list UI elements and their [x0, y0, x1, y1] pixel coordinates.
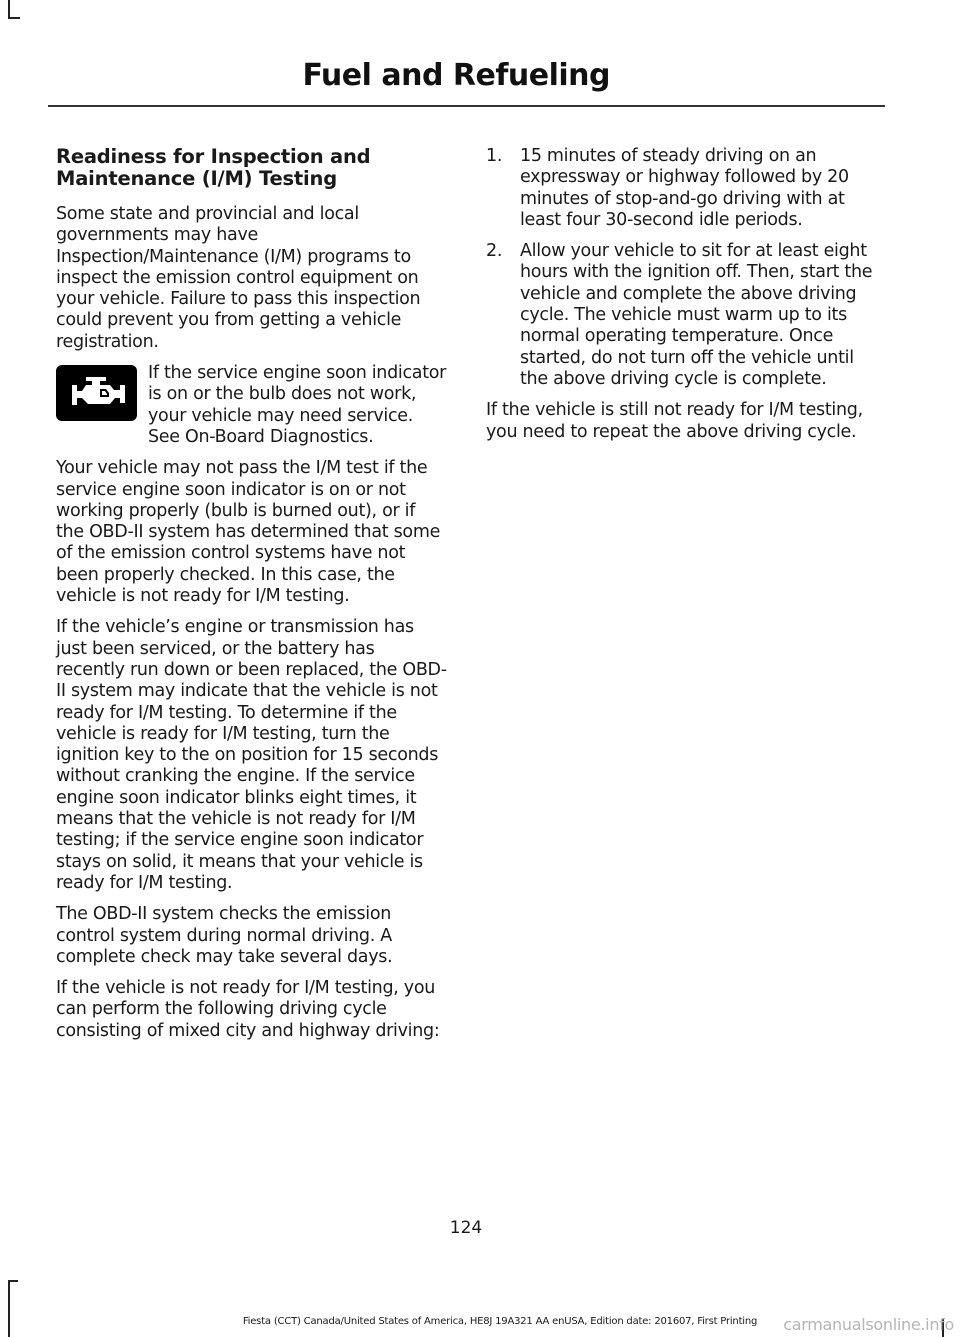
crop-mark-top-left-horizontal [8, 17, 20, 19]
intro-paragraph: Some state and provincial and local governments may have Inspection/Maintenance (I/M) programs to inspect the emission control equipment on your vehicle. Failure to pass this inspection could prevent you from getting a vehicle registration. [56, 204, 421, 352]
step-text: Allow your vehicle to sit for at least eight hours with the ignition off. Then, start the vehicle and complete the above driving cycle. The vehicle must warm up to its normal operating temperature. Once started, do not turn off the vehicle until the above driving cycle is complete. [520, 241, 873, 389]
check-engine-icon [56, 365, 137, 421]
page-number: 124 [449, 1218, 483, 1238]
driving-cycle-steps [486, 146, 880, 390]
right-column [486, 146, 880, 453]
crop-mark-bottom-left-horizontal [8, 1280, 18, 1282]
left-column [56, 146, 448, 1052]
list-item [486, 241, 880, 390]
indicator-note [56, 363, 448, 448]
closing-paragraph: If the vehicle is still not ready for I/M testing, you need to repeat the above driving cycle. [486, 400, 863, 442]
obd-not-ready-paragraph: Your vehicle may not pass the I/M test if the service engine soon indicator is on or not working properly (bulb is burned out), or if the OBD-II system has determined that some of the emission control systems have not been properly checked. In this case, the vehicle is not ready for I/M testing. [56, 458, 441, 607]
section-heading: Readiness for Inspection and Maintenance (I/M) Testing [56, 145, 371, 190]
chapter-title: Fuel and Refueling [302, 58, 610, 93]
watermark: carmanualsonline.info [783, 1315, 954, 1334]
step-text: 15 minutes of steady driving on an expressway or highway followed by 20 minutes of stop-and-go driving with at least four 30-second idle periods. [520, 146, 849, 230]
check-engine-icon-graphic [66, 374, 128, 412]
driving-cycle-intro-paragraph: If the vehicle is not ready for I/M testing, you can perform the following driving cycle consisting of mixed city and highway driving: [56, 978, 440, 1041]
crop-mark-top-left-vertical [8, 0, 10, 18]
edition-footer: Fiesta (CCT) Canada/United States of America, HE8J 19A321 AA enUSA, Edition date: 201607, First Printing [242, 1316, 758, 1327]
indicator-text: If the service engine soon indicator is on or the bulb does not work, your vehicle may need service. See On-Board Diagnostics. [148, 363, 447, 447]
crop-mark-bottom-left-vertical [8, 1280, 10, 1337]
step-number: 1. [486, 146, 503, 166]
step-number: 2. [486, 241, 503, 262]
header-divider [48, 105, 885, 107]
emission-check-paragraph: The OBD-II system checks the emission control system during normal driving. A complete check may take several days. [56, 904, 393, 967]
service-readiness-paragraph: If the vehicle’s engine or transmission has just been serviced, or the battery has recently run down or been replaced, the OBD-II system may indicate that the vehicle is not ready for I/M testing. To determine if the vehicle is ready for I/M testing, turn the ignition key to the on position for 15 seconds without cranking the engine. If the service engine soon indicator blinks eight times, it means that the vehicle is not ready for I/M testing; if the service engine soon indicator stays on solid, it means that your vehicle is ready for I/M testing. [56, 617, 447, 893]
list-item [486, 146, 880, 231]
